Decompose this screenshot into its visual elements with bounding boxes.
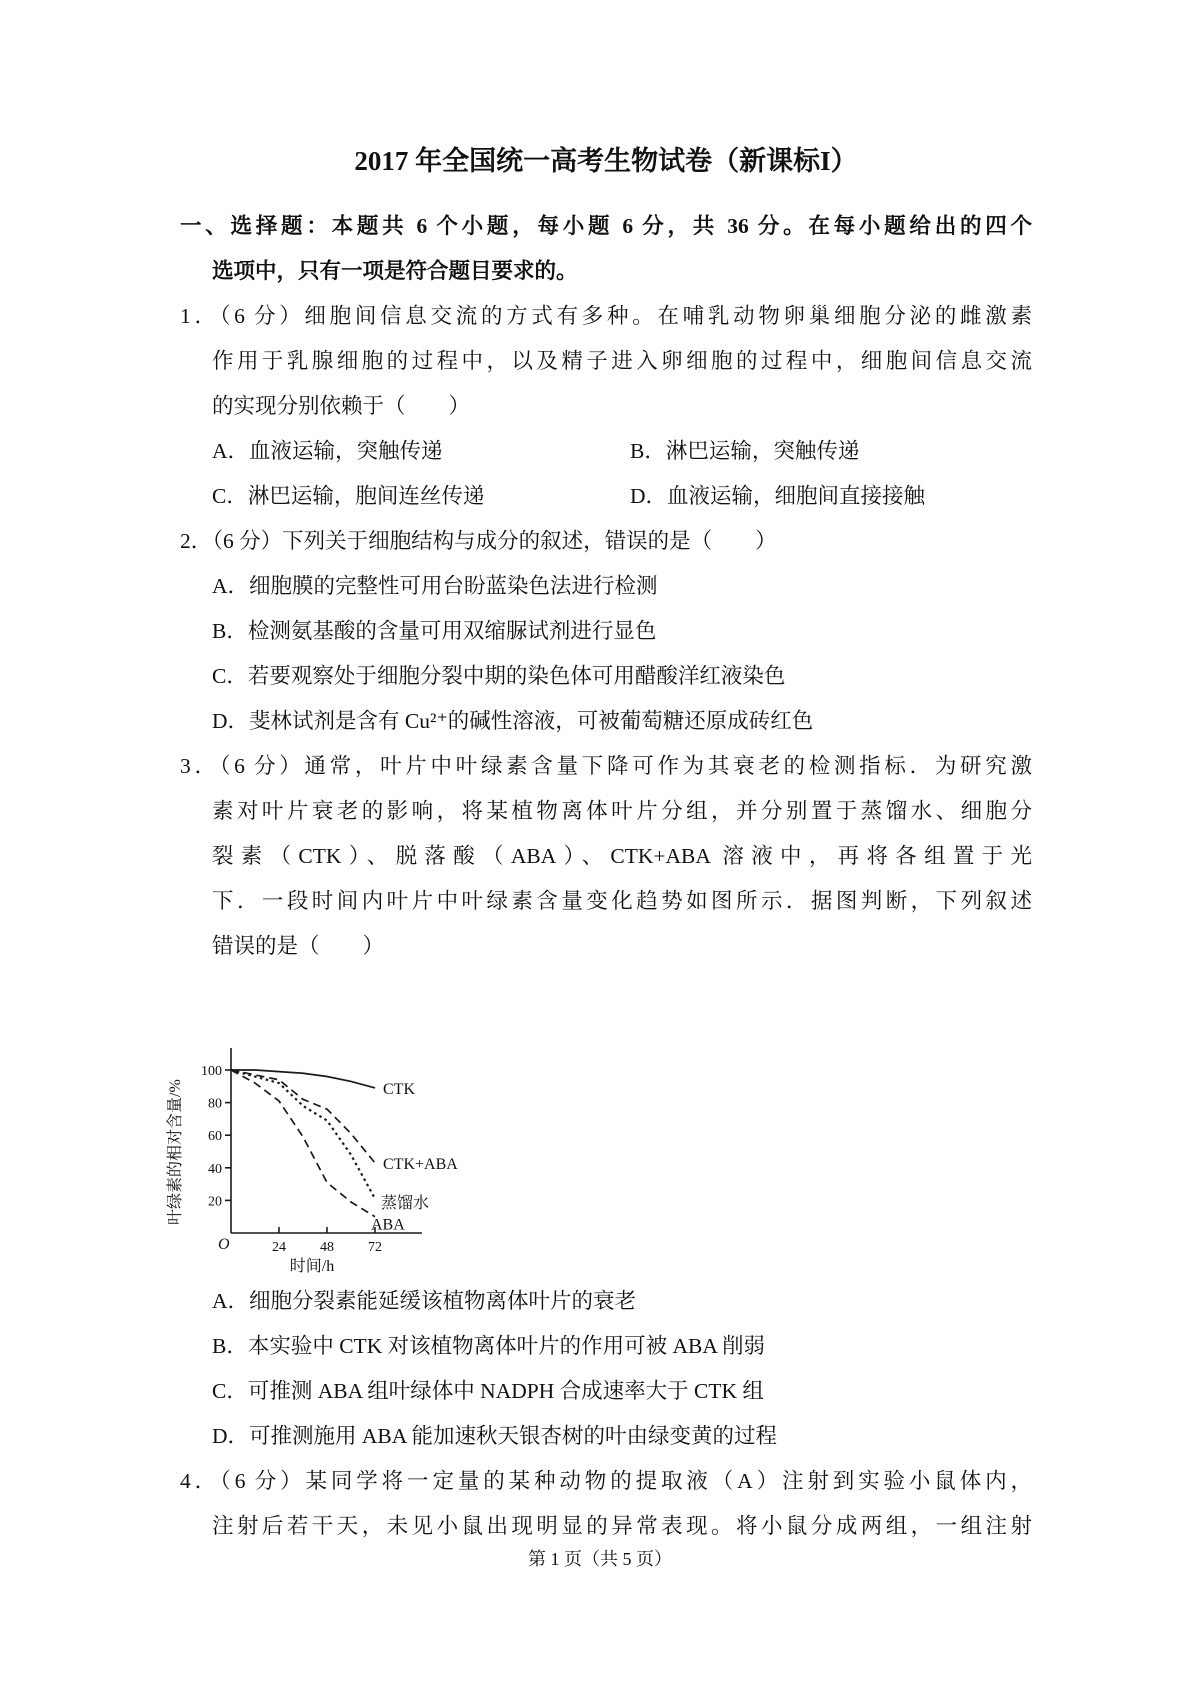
question-3-stem-line-5: 错误的是（ ） bbox=[212, 934, 385, 958]
option-a-text: 细胞分裂素能延缓该植物离体叶片的衰老 bbox=[249, 1289, 637, 1313]
section-heading-line-2: 选项中，只有一项是符合题目要求的。 bbox=[212, 259, 578, 283]
question-3-stem-line-3: 裂素（CTK）、脱落酸（ABA）、CTK+ABA 溶液中，再将各组置于光 bbox=[212, 844, 1032, 868]
option-c-label: C． bbox=[212, 484, 248, 508]
option-b-text: 本实验中 CTK 对该植物离体叶片的作用可被 ABA 削弱 bbox=[247, 1334, 766, 1358]
svg-text:60: 60 bbox=[208, 1129, 222, 1145]
svg-text:80: 80 bbox=[208, 1096, 222, 1112]
option-c-text: 若要观察处于细胞分裂中期的染色体可用醋酸洋红液染色 bbox=[247, 664, 786, 688]
svg-text:100: 100 bbox=[201, 1064, 222, 1079]
question-2-stem-line-1 bbox=[180, 519, 1032, 564]
svg-text:48: 48 bbox=[320, 1240, 334, 1255]
option-d-text: 可推测施用 ABA 能加速秋天银杏树的叶由绿变黄的过程 bbox=[249, 1424, 777, 1448]
question-4-stem-line-2: 注射后若干天，未见小鼠出现明显的异常表现。将小鼠分成两组，一组注射 bbox=[212, 1514, 1032, 1538]
svg-text:72: 72 bbox=[368, 1240, 382, 1255]
option-c-text: 可推测 ABA 组叶绿体中 NADPH 合成速率大于 CTK 组 bbox=[247, 1379, 764, 1403]
option-b-label: B． bbox=[212, 619, 248, 643]
option-a-label: A． bbox=[212, 1289, 250, 1313]
svg-text:时间/h: 时间/h bbox=[289, 1258, 335, 1275]
option-d-label: D． bbox=[630, 484, 668, 508]
svg-text:20: 20 bbox=[208, 1194, 222, 1210]
question-2-option-d bbox=[180, 699, 1032, 744]
option-c-label: C． bbox=[212, 1379, 248, 1403]
question-1-stem-line-2: 作用于乳腺细胞的过程中，以及精子进入卵细胞的过程中，细胞间信息交流 bbox=[212, 349, 1032, 373]
question-3-stem-line-2: 素对叶片衰老的影响，将某植物离体叶片分组，并分别置于蒸馏水、细胞分 bbox=[212, 799, 1032, 823]
question-2-stem-text: （6 分）下列关于细胞结构与成分的叙述，错误的是（ ） bbox=[212, 529, 777, 553]
option-b-text: 检测氨基酸的含量可用双缩脲试剂进行显色 bbox=[247, 619, 657, 643]
section-heading-line-1: 一、选择题：本题共 6 个小题，每小题 6 分，共 36 分。在每小题给出的四个 bbox=[180, 214, 1032, 238]
svg-text:CTK: CTK bbox=[383, 1080, 415, 1098]
question-1-options-row-2 bbox=[180, 474, 1032, 519]
svg-text:叶绿素的相对含量/%: 叶绿素的相对含量/% bbox=[167, 1079, 184, 1225]
question-4-number: 4． bbox=[180, 1469, 221, 1493]
question-4 bbox=[180, 1459, 1032, 1549]
question-1-option-b bbox=[630, 429, 1032, 474]
option-d-label: D． bbox=[212, 709, 250, 733]
question-3 bbox=[167, 744, 1032, 1459]
option-b-text: 淋巴运输，突触传递 bbox=[665, 439, 860, 463]
option-d-text: 血液运输，细胞间直接接触 bbox=[667, 484, 926, 508]
question-2 bbox=[180, 519, 1032, 744]
option-b-label: B． bbox=[630, 439, 666, 463]
question-3-number: 3． bbox=[180, 754, 220, 778]
question-1-option-c bbox=[212, 474, 630, 519]
question-1-stem-text: （6 分）细胞间信息交流的方式有多种。在哺乳动物卵巢细胞分泌的雌激素 bbox=[219, 304, 1032, 328]
chart-svg bbox=[150, 975, 490, 1275]
question-2-option-a bbox=[180, 564, 1032, 609]
page-title: 2017 年全国统一高考生物试卷（新课标I） bbox=[354, 146, 858, 176]
chlorophyll-line-chart bbox=[150, 975, 490, 1275]
option-a-text: 细胞膜的完整性可用台盼蓝染色法进行检测 bbox=[249, 574, 658, 598]
question-2-option-b bbox=[180, 609, 1032, 654]
option-c-label: C． bbox=[212, 664, 248, 688]
question-1-options-row-1 bbox=[180, 429, 1032, 474]
option-b-label: B． bbox=[212, 1334, 248, 1358]
question-3-option-d bbox=[180, 1414, 1032, 1459]
option-c-text: 淋巴运输，胞间连丝传递 bbox=[247, 484, 485, 508]
svg-text:ABA: ABA bbox=[371, 1216, 405, 1234]
option-a-text: 血液运输，突触传递 bbox=[249, 439, 443, 463]
svg-text:CTK+ABA: CTK+ABA bbox=[383, 1155, 458, 1173]
question-3-option-b bbox=[180, 1324, 1032, 1369]
section-heading bbox=[180, 204, 1032, 294]
svg-text:24: 24 bbox=[272, 1240, 286, 1255]
question-1 bbox=[180, 294, 1032, 519]
question-1-number: 1． bbox=[180, 304, 220, 328]
question-2-number: 2． bbox=[180, 529, 213, 553]
question-1-option-d bbox=[630, 474, 1032, 519]
option-a-label: A． bbox=[212, 439, 250, 463]
option-a-label: A． bbox=[212, 574, 250, 598]
question-1-stem-line-3: 的实现分别依赖于（ ） bbox=[212, 394, 471, 418]
question-4-stem-text: （6 分）某同学将一定量的某种动物的提取液（A）注射到实验小鼠体内， bbox=[220, 1469, 1032, 1493]
question-3-option-c bbox=[180, 1369, 1032, 1414]
question-3-option-a bbox=[180, 1279, 1032, 1324]
question-3-stem-line-1 bbox=[180, 744, 1032, 789]
question-3-stem-text: （6 分）通常，叶片中叶绿素含量下降可作为其衰老的检测指标．为研究激 bbox=[219, 754, 1032, 778]
svg-text:O: O bbox=[218, 1236, 230, 1253]
question-1-stem-line-1 bbox=[180, 294, 1032, 339]
option-d-text: 斐林试剂是含有 Cu²⁺的碱性溶液，可被葡萄糖还原成砖红色 bbox=[249, 709, 814, 733]
svg-text:蒸馏水: 蒸馏水 bbox=[381, 1194, 430, 1212]
question-1-option-a bbox=[212, 429, 630, 474]
svg-text:40: 40 bbox=[208, 1161, 222, 1177]
question-3-stem-line-4: 下．一段时间内叶片中叶绿素含量变化趋势如图所示．据图判断，下列叙述 bbox=[212, 889, 1032, 913]
question-4-stem-line-1 bbox=[180, 1459, 1032, 1504]
page-footer: 第 1 页（共 5 页） bbox=[528, 1549, 672, 1569]
question-2-option-c bbox=[180, 654, 1032, 699]
option-d-label: D． bbox=[212, 1424, 250, 1448]
